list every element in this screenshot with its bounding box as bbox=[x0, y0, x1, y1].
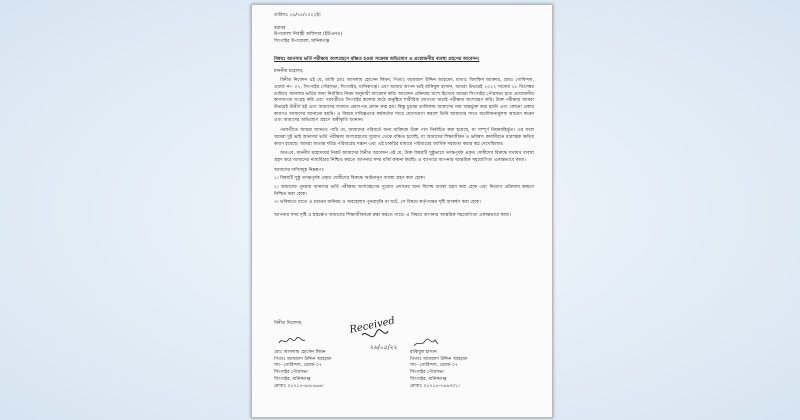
demand-item: ২। আমাদের পুনরায় আনসার ভর্তি পরীক্ষায় অংশগ্রহণের সুযোগ প্রদানের জন্য বিশেষ ব্যবস্থা গ্রহণ করা হোক এবং নিয়োগ প্রক্রিয়ায় স্বচ্ছতা নিশ্চিত করা হোক। bbox=[274, 185, 534, 197]
demands-intro: আমাদের দাবিসমূহ নিম্নরূপঃ bbox=[274, 167, 325, 173]
demands-list bbox=[274, 168, 534, 208]
sender-right-line: সাং- গোবিন্দল, ওয়ার্ড-০৭ bbox=[410, 363, 458, 369]
signoff: বিনীত নিবেদক, bbox=[274, 321, 303, 326]
sender-left-line: সাং- গোবিন্দল, ওয়ার্ড-০৭ bbox=[274, 363, 322, 369]
paragraph: পরবর্তীতে আমরা জানতে পারি যে, আমাদের পরিবর্তে অন্য ব্যক্তিকে উক্ত পদে নির্বাচিত করা হয়েছে, যা সম্পূর্ণ নিয়মবহির্ভূত। এর ফলে আমরা দুই ভাই আনসার ভর্তি পরীক্ষায় অংশগ্রহণের সুযোগ থেকে বঞ্চিত হয়েছি, যা আমাদের শিক্ষাজীবন ও ভবিষ্যৎ কর্মজীবনে মারাত্মক ক্ষতির কারণ হয়েছে। আমরা অত্যন্ত দরিদ্র পরিবারের সন্তান এবং এই চাকরির মাধ্যমে পরিবারের আর্থিক সহায়তা করার স্বপ্ন দেখেছিলাম। bbox=[274, 128, 534, 147]
sender-right-name: রাকিবুল হাসান bbox=[410, 350, 437, 355]
sender-left bbox=[274, 350, 331, 390]
sender-right-line: সিংগাইর পৌরসভা bbox=[410, 370, 444, 376]
demand-item: ১। বিষয়টি সুষ্ঠু তদন্তপূর্বক প্রকৃত দোষীদের বিরুদ্ধে আইনানুগ ব্যবস্থা গ্রহণ করা হোক। bbox=[274, 176, 426, 182]
document-page bbox=[251, 4, 553, 418]
sender-left-line: সিংগাইর পৌরসভা bbox=[274, 370, 308, 376]
sender-right-line: সিংগাইর, মানিকগঞ্জ bbox=[410, 376, 447, 382]
paragraph: বিনীত নিবেদন এই যে, আমি মোঃ আসলাম হোসেন লিমন, পিতাঃ আমজাদ উদ্দিন আহমেদ, মাতাঃ বিলকিস আক্তার, গ্রামঃ গোবিন্দল, ওয়ার্ড নং- ০৭, সিংগাইর পৌরসভা, সিংগাইর, মানিকগঞ্জ। এবং আমার আপন ভাই রাকিবুল হাসান, আমরা উভয়েই ২০২২ সালের ২৮ ডিসেম্বর তারিখে আনসার ভর্তির জন্য নির্ধারিত নিয়ম অনুযায়ী আবেদন করি। আবেদন প্রক্রিয়ার অংশ হিসেবে আমরা সিংগাইর পৌরসভা হতে প্রয়োজনীয় কাগজপত্র সংগ্রহ করি এবং পরবর্তীতে সিংগাইর কলেজ মাঠে অনুষ্ঠিত শারীরিক যোগ্যতা যাচাই পরীক্ষায় অংশগ্রহণ করি। উক্ত পরীক্ষায় আমরা উভয়েই উত্তীর্ণ হই এবং আমাদের যথাযথ প্রমাণপত্র প্রদান করা হয়। কিন্তু চূড়ান্ত তালিকায় আমাদের নাম অন্তর্ভুক্ত করা হয়নি এবং কোনো প্রকার কারণও আমাদের জানানো হয়নি। এ বিষয়ে দায়িত্বপ্রাপ্ত কর্মকর্তার সাথে যোগাযোগ করলে তিনি আমাদের সাথে অসৌজন্যমূলক আচরণ করেন এবং আমাদের অভিযোগ গ্রহণে অস্বীকৃতি জানান। bbox=[274, 78, 534, 124]
letter-paragraphs bbox=[274, 78, 534, 164]
recipient-line: বরাবর bbox=[274, 25, 286, 31]
received-stamp-signature bbox=[348, 309, 408, 355]
recipient-address bbox=[274, 26, 534, 46]
sender-left-phone: মোবাঃ ০১৭১৫-৬৫৮৬৬৬। bbox=[274, 383, 324, 389]
sender-right-line: পিতাঃ আমজাদ উদ্দিন আহমেদ bbox=[410, 356, 468, 362]
recipient-line: সিংগাইর উপজেলা, মানিকগঞ্জ bbox=[274, 39, 330, 45]
closing-text: আপনার সদয় দৃষ্টি ও হস্তক্ষেপ আমাদের শিক্ষাজীবনকে রক্ষা করতে পারে। এ বিষয়ে আপনার আন্তরিক সহযোগিতা একান্তভাবে কাম্য। bbox=[274, 213, 511, 219]
recipient-line: উপজেলা নির্বাহী অফিসার (ইউএনও) bbox=[274, 32, 343, 38]
letter-date: তারিখঃ ২৬/০৫/২০২২ইং bbox=[274, 13, 321, 18]
signature-left bbox=[277, 335, 307, 347]
stamp-date: ২৬/০৫/২২ bbox=[370, 344, 398, 351]
stamp-text: Received bbox=[348, 315, 396, 336]
sender-right bbox=[410, 350, 467, 390]
sender-left-name: মোঃ আসলাম হোসেন লিমন bbox=[274, 350, 326, 355]
salutation: মাননীয় মহোদয়, bbox=[274, 68, 304, 74]
sender-left-line: সিংগাইর, মানিকগঞ্জ bbox=[274, 376, 311, 382]
demand-item: ৩। ভবিষ্যতে যাতে এ ধরনের অনিয়ম ও অবহেলার পুনরাবৃত্তি না ঘটে, সে বিষয়ে কর্তৃপক্ষের দৃষ্টি আকর্ষণ করা হোক। bbox=[274, 200, 481, 206]
paragraph: অতএব, মাননীয় মহোদয়ের নিকট আমাদের বিনীত আবেদন এই যে, উক্ত বিষয়টি সুষ্ঠুভাবে তদন্তপূর্বক প্রকৃত দোষীদের বিরুদ্ধে যথাযথ ব্যবস্থা গ্রহণ করে আমাদের ন্যায়বিচার নিশ্চিত করতে আপনার সদয় মর্জি কামনা করছি। এ ব্যাপারে আপনার আন্তরিক সহযোগিতা একান্তভাবে কাম্য। bbox=[274, 151, 534, 163]
letter-body bbox=[274, 13, 534, 220]
sender-left-line: পিতাঃ আমজাদ উদ্দিন আহমেদ bbox=[274, 356, 332, 362]
sender-right-phone: মোবাঃ ০১৭১৮-৭৯৬৩৩১। bbox=[410, 383, 460, 389]
letter-subject: বিষয়ঃ আনসার ভর্তি পরীক্ষায় অংশগ্রহণে বঞ্চিত হওয়া সংক্রান্ত অভিযোগ ও প্রয়োজনীয় ব্যবস্থা গ্রহণের আবেদন। bbox=[274, 56, 480, 62]
signature-right bbox=[412, 337, 440, 349]
